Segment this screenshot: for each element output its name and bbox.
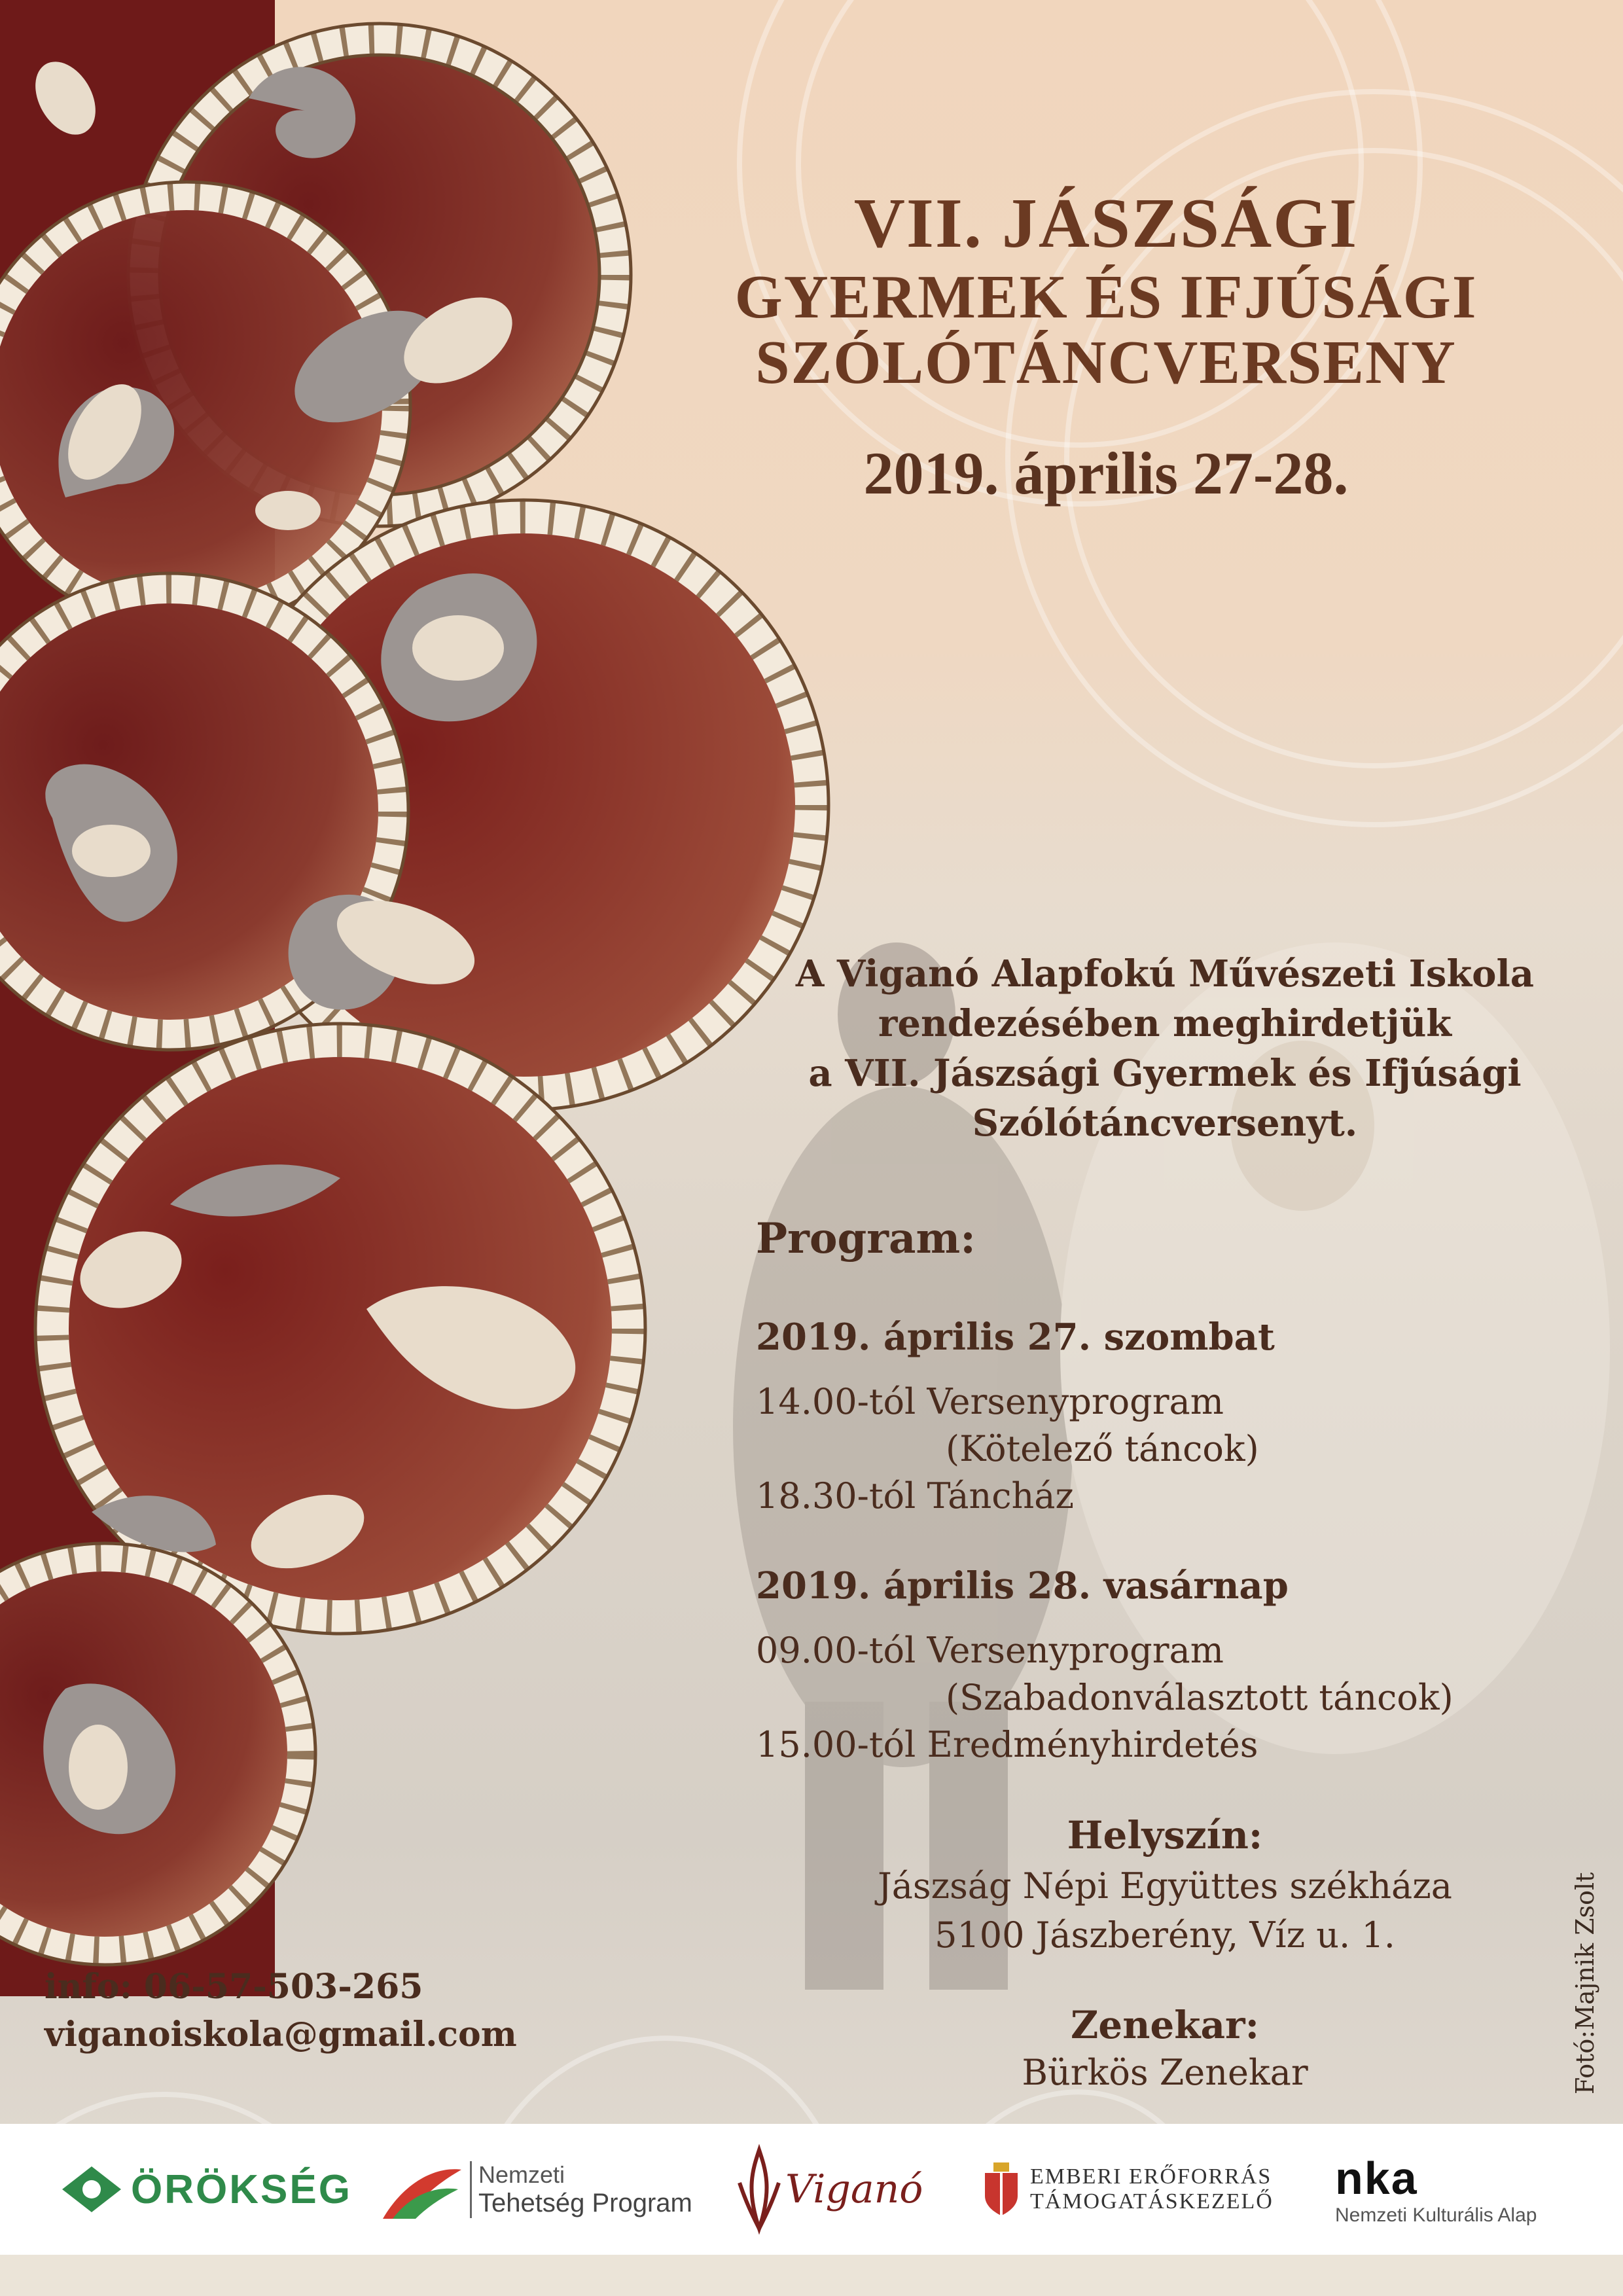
day1-date: 2019. április 27. szombat xyxy=(756,1316,1275,1359)
day2-item-2: (Szabadonválasztott táncok) xyxy=(946,1677,1454,1718)
vigano-flower-icon xyxy=(733,2144,785,2235)
intro-line-4: Szólótáncversenyt. xyxy=(972,1102,1358,1145)
day1-item-1: 14.00-tól Versenyprogram xyxy=(756,1381,1224,1422)
title-line-2: GYERMEK ÉS IFJÚSÁGI xyxy=(734,263,1478,331)
vigano-text: Viganó xyxy=(785,2166,923,2212)
venue-heading: Helyszín: xyxy=(1067,1813,1263,1857)
nka-text: Nemzeti Kulturális Alap xyxy=(1335,2204,1537,2226)
day1-item-2: (Kötelező táncok) xyxy=(946,1428,1259,1469)
photo-credit: Fotó:Majnik Zsolt xyxy=(1571,1872,1599,2094)
ntp-icon xyxy=(380,2153,465,2225)
contact-email[interactable]: viganoiskola@gmail.com xyxy=(45,2015,517,2054)
ntp-line-2: Tehetség Program xyxy=(478,2188,692,2217)
venue-line-2: 5100 Jászberény, Víz u. 1. xyxy=(935,1914,1395,1956)
orokseg-logo xyxy=(59,2130,352,2248)
nka-mark: nka xyxy=(1335,2153,1418,2204)
intro-line-3: a VII. Jászsági Gyermek és Ifjúsági xyxy=(808,1052,1522,1095)
nka-logo xyxy=(1335,2130,1537,2248)
title-line-3: SZÓLÓTÁNCVERSENY xyxy=(755,329,1457,397)
emet-line-2: TÁMOGATÁSKEZELŐ xyxy=(1030,2189,1274,2214)
intro-line-2: rendezésében meghirdetjük xyxy=(878,1002,1452,1045)
contact-phone: info: 06-57-503-265 xyxy=(45,1967,423,2007)
footer-strip xyxy=(0,2255,1623,2296)
day2-date: 2019. április 28. vasárnap xyxy=(756,1564,1289,1607)
band-name: Bürkös Zenekar xyxy=(1022,2052,1308,2093)
orokseg-text: ÖRÖKSÉG xyxy=(131,2166,352,2212)
coat-of-arms-icon xyxy=(982,2160,1021,2219)
vigano-logo xyxy=(733,2130,923,2248)
emet-logo xyxy=(982,2130,1274,2248)
program-heading: Program: xyxy=(756,1214,976,1263)
emet-line-1: EMBERI ERŐFORRÁS xyxy=(1030,2164,1272,2189)
day1-item-3: 18.30-tól Táncház xyxy=(756,1475,1074,1516)
orokseg-icon xyxy=(59,2163,124,2215)
ntp-line-1: Nemzeti xyxy=(478,2161,565,2188)
intro-line-1: A Viganó Alapfokú Művészeti Iskola xyxy=(795,952,1535,996)
venue-line-1: Jászság Népi Együttes székháza xyxy=(878,1865,1452,1907)
band-heading: Zenekar: xyxy=(1070,2003,1260,2047)
title-line-1: VII. JÁSZSÁGI xyxy=(853,185,1359,262)
day2-item-3: 15.00-tól Eredményhirdetés xyxy=(756,1724,1258,1765)
day2-item-1: 09.00-tól Versenyprogram xyxy=(756,1630,1224,1671)
ntp-logo xyxy=(380,2130,692,2248)
event-date: 2019. április 27-28. xyxy=(863,440,1349,507)
